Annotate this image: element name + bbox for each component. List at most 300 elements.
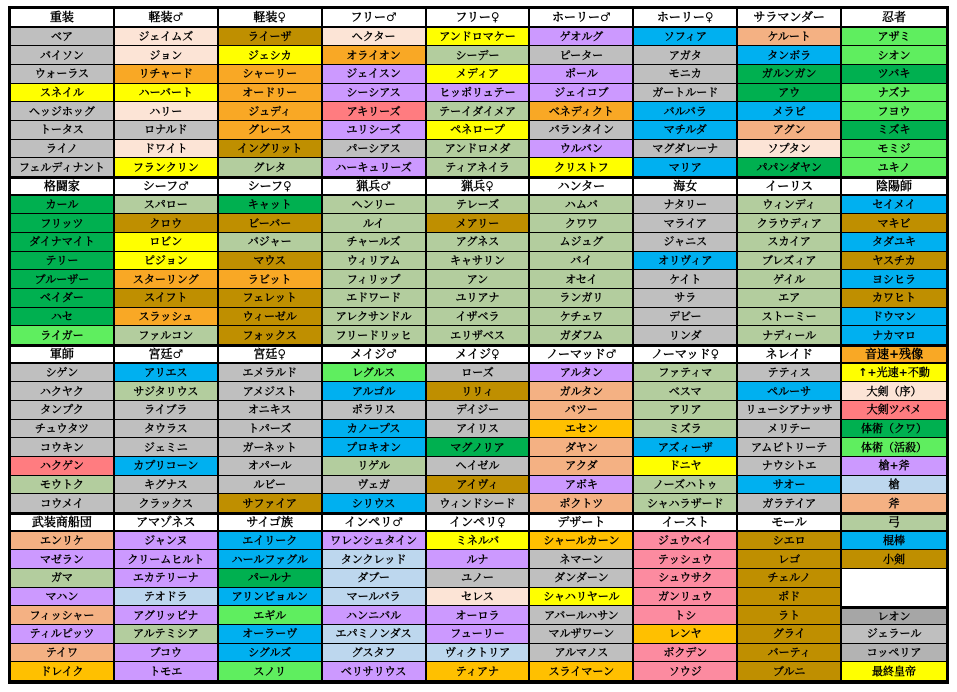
name-cell: ダンダーン bbox=[530, 569, 634, 588]
name-cell: アガタ bbox=[634, 46, 738, 65]
name-cell: フランクリン bbox=[115, 158, 219, 177]
class-header: 軽装♀ bbox=[219, 9, 323, 28]
name-cell: アンドロメダ bbox=[427, 140, 531, 159]
name-cell: アズィーザ bbox=[634, 438, 738, 457]
name-cell: アリンビョルン bbox=[219, 588, 323, 607]
name-cell: アムピトリーテ bbox=[738, 438, 842, 457]
name-cell: ベスマ bbox=[634, 382, 738, 401]
name-cell: ウィーゼル bbox=[219, 308, 323, 327]
name-cell: ソプタン bbox=[738, 140, 842, 159]
name-cell: タンクレッド bbox=[323, 550, 427, 569]
name-cell: メラピ bbox=[738, 102, 842, 121]
class-header: ネレイド bbox=[738, 345, 842, 364]
name-cell: バルバラ bbox=[634, 102, 738, 121]
name-cell: テティス bbox=[738, 364, 842, 383]
name-cell: ジェミニ bbox=[115, 438, 219, 457]
name-cell: ワレンシュタイン bbox=[323, 532, 427, 551]
name-cell: グスタフ bbox=[323, 644, 427, 663]
name-cell: ポクトツ bbox=[530, 494, 634, 513]
name-cell: テオドラ bbox=[115, 588, 219, 607]
name-cell: カール bbox=[11, 196, 115, 215]
legend-cell: 小剣 bbox=[842, 550, 946, 569]
name-cell: ボクデン bbox=[634, 644, 738, 663]
name-cell: アレクサンドル bbox=[323, 308, 427, 327]
name-cell: エカテリーナ bbox=[115, 569, 219, 588]
name-cell: クリストフ bbox=[530, 158, 634, 177]
name-cell: シャハラザード bbox=[634, 494, 738, 513]
name-cell: シエロ bbox=[738, 532, 842, 551]
name-cell: テレーズ bbox=[427, 196, 531, 215]
name-cell: マキビ bbox=[842, 214, 946, 233]
legend-cell: 大剣（序） bbox=[842, 382, 946, 401]
name-cell: キャサリン bbox=[427, 252, 531, 271]
name-cell: ガートルード bbox=[634, 84, 738, 103]
name-cell: エドワード bbox=[323, 289, 427, 308]
name-cell: シゲン bbox=[11, 364, 115, 383]
name-cell: ジャンヌ bbox=[115, 532, 219, 551]
name-cell: アイヴィ bbox=[427, 476, 531, 495]
name-cell: ナディール bbox=[738, 326, 842, 345]
name-cell: ジェシカ bbox=[219, 46, 323, 65]
name-cell: ヨシヒラ bbox=[842, 270, 946, 289]
class-header: シーフ♀ bbox=[219, 177, 323, 196]
name-cell: ラビット bbox=[219, 270, 323, 289]
legend-cell: 体術（活殺） bbox=[842, 438, 946, 457]
name-cell: エメラルド bbox=[219, 364, 323, 383]
name-cell: セイメイ bbox=[842, 196, 946, 215]
name-cell: ナウシトエ bbox=[738, 457, 842, 476]
class-header: 陰陽師 bbox=[842, 177, 946, 196]
name-cell: スラッシュ bbox=[115, 308, 219, 327]
name-cell: アン bbox=[427, 270, 531, 289]
name-cell: ブレズィア bbox=[738, 252, 842, 271]
class-header: フリー♀ bbox=[427, 9, 531, 28]
name-cell: ルビー bbox=[219, 476, 323, 495]
class-header: ノーマッド♂ bbox=[530, 345, 634, 364]
name-cell: ツバキ bbox=[842, 65, 946, 84]
name-cell: バイ bbox=[530, 252, 634, 271]
name-cell: アザミ bbox=[842, 28, 946, 47]
name-cell: マライア bbox=[634, 214, 738, 233]
name-cell: ティアナ bbox=[427, 662, 531, 681]
name-cell: シーシアス bbox=[323, 84, 427, 103]
name-cell: シャーリー bbox=[219, 65, 323, 84]
name-cell: ベネディクト bbox=[530, 102, 634, 121]
name-cell: セレス bbox=[427, 588, 531, 607]
name-cell: ペネロープ bbox=[427, 121, 531, 140]
name-cell: タダユキ bbox=[842, 233, 946, 252]
name-cell: アルゴル bbox=[323, 382, 427, 401]
class-header: イーリス bbox=[738, 177, 842, 196]
name-cell: ライノ bbox=[11, 140, 115, 159]
name-cell: ビーバー bbox=[219, 214, 323, 233]
name-cell: コウキン bbox=[11, 438, 115, 457]
name-cell: ダイナマイト bbox=[11, 233, 115, 252]
name-cell: クロウ bbox=[115, 214, 219, 233]
special-character-cell: ジェラール bbox=[842, 625, 946, 644]
name-cell: ウィリアム bbox=[323, 252, 427, 271]
name-cell: ヘンリー bbox=[323, 196, 427, 215]
name-cell: プロキオン bbox=[323, 438, 427, 457]
name-cell: ロナルド bbox=[115, 121, 219, 140]
name-cell: スライマーン bbox=[530, 662, 634, 681]
name-cell: ローズ bbox=[427, 364, 531, 383]
name-cell: メディア bbox=[427, 65, 531, 84]
special-character-cell: レオン bbox=[842, 606, 946, 625]
name-cell: チュウタツ bbox=[11, 420, 115, 439]
name-cell: バツー bbox=[530, 401, 634, 420]
name-cell: ドニヤ bbox=[634, 457, 738, 476]
name-cell: ジュウベイ bbox=[634, 532, 738, 551]
name-cell: ポール bbox=[530, 65, 634, 84]
name-cell: アクダ bbox=[530, 457, 634, 476]
name-cell: マルザワーン bbox=[530, 625, 634, 644]
name-cell: バーティ bbox=[738, 644, 842, 663]
name-cell: フェレット bbox=[219, 289, 323, 308]
name-cell: ネマーン bbox=[530, 550, 634, 569]
name-cell: スターリング bbox=[115, 270, 219, 289]
name-cell: テリー bbox=[11, 252, 115, 271]
name-cell: ユリシーズ bbox=[323, 121, 427, 140]
name-cell: バランタイン bbox=[530, 121, 634, 140]
name-cell: ポド bbox=[738, 588, 842, 607]
name-cell: シャハリヤール bbox=[530, 588, 634, 607]
class-header: サラマンダー bbox=[738, 9, 842, 28]
name-cell: ハムバ bbox=[530, 196, 634, 215]
name-cell: ライーザ bbox=[219, 28, 323, 47]
legend-cell: 槍 bbox=[842, 476, 946, 495]
name-cell: アキリーズ bbox=[323, 102, 427, 121]
legend-cell: 棍棒 bbox=[842, 532, 946, 551]
name-cell: デイジー bbox=[427, 401, 531, 420]
name-cell: モニカ bbox=[634, 65, 738, 84]
name-cell: イングリット bbox=[219, 140, 323, 159]
name-cell: ジョン bbox=[115, 46, 219, 65]
name-cell: ハクヤク bbox=[11, 382, 115, 401]
name-cell: スノリ bbox=[219, 662, 323, 681]
name-cell: ハールファグル bbox=[219, 550, 323, 569]
name-cell: アイリス bbox=[427, 420, 531, 439]
name-cell: アルマノス bbox=[530, 644, 634, 663]
name-cell: クワワ bbox=[530, 214, 634, 233]
name-cell: ティアネイラ bbox=[427, 158, 531, 177]
name-cell: ベリサリウス bbox=[323, 662, 427, 681]
name-cell: レンヤ bbox=[634, 625, 738, 644]
class-header: 猟兵♀ bbox=[427, 177, 531, 196]
name-cell: アリア bbox=[634, 401, 738, 420]
class-header: ハンター bbox=[530, 177, 634, 196]
name-cell: アバールハサン bbox=[530, 606, 634, 625]
name-cell: ランガリ bbox=[530, 289, 634, 308]
name-cell: ジェイスン bbox=[323, 65, 427, 84]
name-cell: トモエ bbox=[115, 662, 219, 681]
name-cell: ハクゲン bbox=[11, 457, 115, 476]
name-cell: ポラリス bbox=[323, 401, 427, 420]
name-cell: ダヤン bbox=[530, 438, 634, 457]
class-header: 忍者 bbox=[842, 9, 946, 28]
name-cell: ダブー bbox=[323, 569, 427, 588]
name-cell: ハンニバル bbox=[323, 606, 427, 625]
name-cell: ケチェワ bbox=[530, 308, 634, 327]
name-cell: フェルディナント bbox=[11, 158, 115, 177]
name-cell: オパール bbox=[219, 457, 323, 476]
name-cell: エギル bbox=[219, 606, 323, 625]
legend-cell: 斧 bbox=[842, 494, 946, 513]
name-cell: フヨウ bbox=[842, 102, 946, 121]
name-cell: モミジ bbox=[842, 140, 946, 159]
name-cell: アルタン bbox=[530, 364, 634, 383]
name-cell: ブルーザー bbox=[11, 270, 115, 289]
name-cell: ファルコン bbox=[115, 326, 219, 345]
name-cell: ミネルバ bbox=[427, 532, 531, 551]
name-cell: ハーキュリーズ bbox=[323, 158, 427, 177]
name-cell: ウルバン bbox=[530, 140, 634, 159]
name-cell: トシ bbox=[634, 606, 738, 625]
class-header: ホーリー♀ bbox=[634, 9, 738, 28]
name-cell: アリエス bbox=[115, 364, 219, 383]
name-cell: ヘッジホッグ bbox=[11, 102, 115, 121]
name-cell: ライブラ bbox=[115, 401, 219, 420]
name-cell: ヤスチカ bbox=[842, 252, 946, 271]
class-header: モール bbox=[738, 513, 842, 532]
name-cell: モウトク bbox=[11, 476, 115, 495]
class-header: メイジ♀ bbox=[427, 345, 531, 364]
name-cell: メアリー bbox=[427, 214, 531, 233]
class-header: ホーリー♂ bbox=[530, 9, 634, 28]
name-cell: ルナ bbox=[427, 550, 531, 569]
name-cell: アボキ bbox=[530, 476, 634, 495]
name-cell: グレース bbox=[219, 121, 323, 140]
name-cell: クラックス bbox=[115, 494, 219, 513]
class-header: 海女 bbox=[634, 177, 738, 196]
legend-header-cell: 音速+残像 bbox=[842, 345, 946, 364]
name-cell: チェルノ bbox=[738, 569, 842, 588]
name-cell: エリザベス bbox=[427, 326, 531, 345]
name-cell: ストーミー bbox=[738, 308, 842, 327]
name-cell: ハセ bbox=[11, 308, 115, 327]
name-cell: アメジスト bbox=[219, 382, 323, 401]
name-cell: マールバラ bbox=[323, 588, 427, 607]
name-cell: ヴィクトリア bbox=[427, 644, 531, 663]
name-cell: パールナ bbox=[219, 569, 323, 588]
name-cell: キグナス bbox=[115, 476, 219, 495]
name-cell: マグダレーナ bbox=[634, 140, 738, 159]
name-cell: カワヒト bbox=[842, 289, 946, 308]
name-cell: スカイア bbox=[738, 233, 842, 252]
name-cell: フォックス bbox=[219, 326, 323, 345]
name-cell: ガルンガン bbox=[738, 65, 842, 84]
name-cell: ノーズハトゥ bbox=[634, 476, 738, 495]
name-cell: ドワイト bbox=[115, 140, 219, 159]
name-cell: アグリッピナ bbox=[115, 606, 219, 625]
name-cell: コウメイ bbox=[11, 494, 115, 513]
name-cell: ライガー bbox=[11, 326, 115, 345]
name-cell: アウ bbox=[738, 84, 842, 103]
name-cell: イザベラ bbox=[427, 308, 531, 327]
name-cell: サファイア bbox=[219, 494, 323, 513]
class-header: インペリ♀ bbox=[427, 513, 531, 532]
name-cell: テッシュウ bbox=[634, 550, 738, 569]
name-cell: ベイダー bbox=[11, 289, 115, 308]
name-cell: ガルタン bbox=[530, 382, 634, 401]
name-cell: パパンダヤン bbox=[738, 158, 842, 177]
name-cell: スイフト bbox=[115, 289, 219, 308]
name-cell: オセイ bbox=[530, 270, 634, 289]
name-cell: ガンリュウ bbox=[634, 588, 738, 607]
class-header: 宮廷♀ bbox=[219, 345, 323, 364]
name-cell: トータス bbox=[11, 121, 115, 140]
class-header: アマゾネス bbox=[115, 513, 219, 532]
name-cell: ピジョン bbox=[115, 252, 219, 271]
name-cell: マハン bbox=[11, 588, 115, 607]
name-cell: ユキノ bbox=[842, 158, 946, 177]
name-cell: ガーネット bbox=[219, 438, 323, 457]
name-cell: サジタリウス bbox=[115, 382, 219, 401]
name-cell: リンダ bbox=[634, 326, 738, 345]
legend-cell: ↑+光速+不動 bbox=[842, 364, 946, 383]
name-cell: ガマ bbox=[11, 569, 115, 588]
name-cell: アグネス bbox=[427, 233, 531, 252]
name-cell: レゴ bbox=[738, 550, 842, 569]
name-cell: シャールカーン bbox=[530, 532, 634, 551]
name-cell: フリッツ bbox=[11, 214, 115, 233]
name-cell: ルイ bbox=[323, 214, 427, 233]
class-header: シーフ♂ bbox=[115, 177, 219, 196]
name-cell: ドウマン bbox=[842, 308, 946, 327]
legend-cell: 体術（クワ） bbox=[842, 420, 946, 439]
class-header: ノーマッド♀ bbox=[634, 345, 738, 364]
name-cell: タウラス bbox=[115, 420, 219, 439]
name-cell: ヒッポリュテー bbox=[427, 84, 531, 103]
class-header: 重装 bbox=[11, 9, 115, 28]
name-cell: タンプク bbox=[11, 401, 115, 420]
name-cell: ジェイコブ bbox=[530, 84, 634, 103]
name-cell: リチャード bbox=[115, 65, 219, 84]
name-cell: スパロー bbox=[115, 196, 219, 215]
name-cell: アルテミシア bbox=[115, 625, 219, 644]
name-cell: ヘクター bbox=[323, 28, 427, 47]
name-cell: ミズラ bbox=[634, 420, 738, 439]
name-cell: フィリップ bbox=[323, 270, 427, 289]
name-cell: オードリー bbox=[219, 84, 323, 103]
name-cell: リゲル bbox=[323, 457, 427, 476]
name-cell: バイソン bbox=[11, 46, 115, 65]
name-cell: ジュディ bbox=[219, 102, 323, 121]
name-cell: ミズキ bbox=[842, 121, 946, 140]
name-cell: シグルズ bbox=[219, 644, 323, 663]
name-cell: マリア bbox=[634, 158, 738, 177]
name-cell: シュウサク bbox=[634, 569, 738, 588]
name-cell: パーシアス bbox=[323, 140, 427, 159]
name-cell: ソフィア bbox=[634, 28, 738, 47]
name-cell: キャット bbox=[219, 196, 323, 215]
name-cell: テイワ bbox=[11, 644, 115, 663]
name-cell: ベア bbox=[11, 28, 115, 47]
name-cell: リューシアナッサ bbox=[738, 401, 842, 420]
legend-header-cell: 弓 bbox=[842, 513, 946, 532]
name-cell: ソウジ bbox=[634, 662, 738, 681]
name-cell: マグノリア bbox=[427, 438, 531, 457]
name-cell: トパーズ bbox=[219, 420, 323, 439]
name-cell: グライ bbox=[738, 625, 842, 644]
name-cell: ムジュグ bbox=[530, 233, 634, 252]
name-cell: ファティマ bbox=[634, 364, 738, 383]
class-header: 武装商船団 bbox=[11, 513, 115, 532]
legend-cell: 槍+斧 bbox=[842, 457, 946, 476]
name-cell: オーロラ bbox=[427, 606, 531, 625]
name-cell: マウス bbox=[219, 252, 323, 271]
name-cell: ティルピッツ bbox=[11, 625, 115, 644]
class-header: デザート bbox=[530, 513, 634, 532]
name-cell: ジャニス bbox=[634, 233, 738, 252]
name-cell: アンドロマケー bbox=[427, 28, 531, 47]
name-cell: クリームヒルト bbox=[115, 550, 219, 569]
name-cell: ハリー bbox=[115, 102, 219, 121]
name-cell: シーデー bbox=[427, 46, 531, 65]
name-cell: エンリケ bbox=[11, 532, 115, 551]
special-character-cell: コッペリア bbox=[842, 644, 946, 663]
name-cell: ロビン bbox=[115, 233, 219, 252]
name-cell: ウィンディ bbox=[738, 196, 842, 215]
legend-cell: 大剣ツバメ bbox=[842, 401, 946, 420]
name-cell: カノープス bbox=[323, 420, 427, 439]
class-header: フリー♂ bbox=[323, 9, 427, 28]
name-cell: サオー bbox=[738, 476, 842, 495]
class-header: サイゴ族 bbox=[219, 513, 323, 532]
name-cell: ラト bbox=[738, 606, 842, 625]
special-character-cell: 最終皇帝 bbox=[842, 662, 946, 681]
name-cell: ナカマロ bbox=[842, 326, 946, 345]
name-cell: ナズナ bbox=[842, 84, 946, 103]
name-cell: ガダフム bbox=[530, 326, 634, 345]
name-cell: ユリアナ bbox=[427, 289, 531, 308]
name-cell: フリードリッヒ bbox=[323, 326, 427, 345]
name-cell: テーイダイメア bbox=[427, 102, 531, 121]
name-cell: エイリーク bbox=[219, 532, 323, 551]
empty-cell bbox=[842, 588, 946, 607]
name-cell: ジェイムズ bbox=[115, 28, 219, 47]
name-cell: ペルーサ bbox=[738, 382, 842, 401]
name-cell: スネイル bbox=[11, 84, 115, 103]
name-cell: タンボラ bbox=[738, 46, 842, 65]
name-cell: ハーバート bbox=[115, 84, 219, 103]
name-cell: オニキス bbox=[219, 401, 323, 420]
name-cell: エセン bbox=[530, 420, 634, 439]
class-header: メイジ♂ bbox=[323, 345, 427, 364]
name-cell: ブルニ bbox=[738, 662, 842, 681]
name-cell: エパミノンダス bbox=[323, 625, 427, 644]
class-header: 宮廷♂ bbox=[115, 345, 219, 364]
name-cell: フィッシャー bbox=[11, 606, 115, 625]
name-cell: カプリコーン bbox=[115, 457, 219, 476]
name-cell: エア bbox=[738, 289, 842, 308]
name-cell: ブコウ bbox=[115, 644, 219, 663]
name-cell: ヘイゼル bbox=[427, 457, 531, 476]
name-cell: ガラテイア bbox=[738, 494, 842, 513]
name-cell: サラ bbox=[634, 289, 738, 308]
name-cell: バジャー bbox=[219, 233, 323, 252]
name-cell: ウィンドシード bbox=[427, 494, 531, 513]
name-cell: ゲオルグ bbox=[530, 28, 634, 47]
name-cell: フューリー bbox=[427, 625, 531, 644]
name-cell: ピーター bbox=[530, 46, 634, 65]
name-cell: チャールズ bbox=[323, 233, 427, 252]
name-cell: クラウディア bbox=[738, 214, 842, 233]
name-cell: シリウス bbox=[323, 494, 427, 513]
class-header: 軍師 bbox=[11, 345, 115, 364]
name-cell: マゼラン bbox=[11, 550, 115, 569]
name-cell: ナタリー bbox=[634, 196, 738, 215]
